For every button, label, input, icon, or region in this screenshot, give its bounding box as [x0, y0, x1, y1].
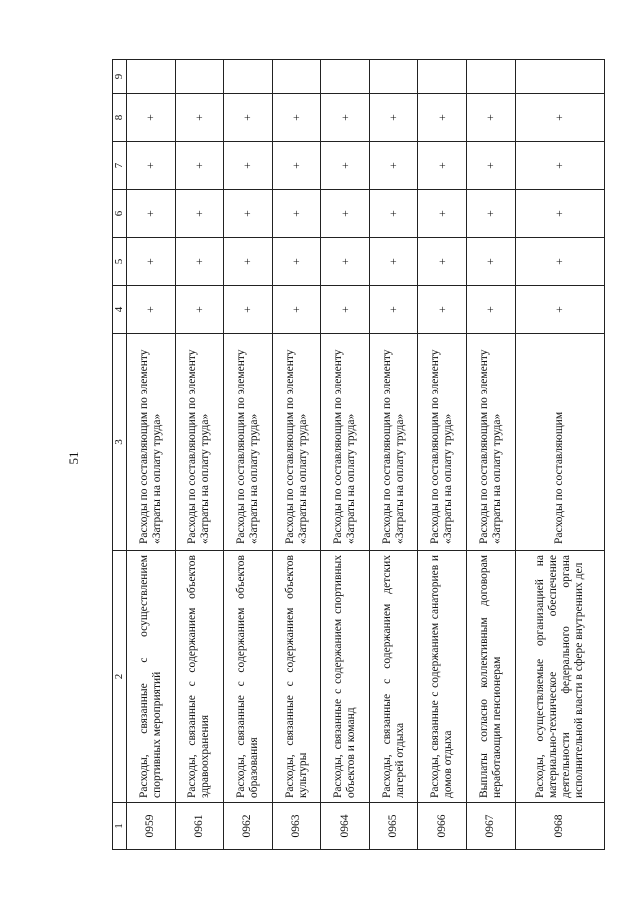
table-row: [467, 60, 516, 850]
row-code: 0966: [418, 803, 467, 850]
row-mark-col-5: +: [515, 238, 604, 286]
row-explanation: Расходы по составляющим по элементу «Затраты на оплату труда»: [467, 334, 516, 551]
table-row: [418, 60, 467, 850]
rotated-table-sheet: [112, 60, 605, 850]
table-row: [369, 60, 418, 850]
row-mark-col-8: +: [418, 94, 467, 142]
row-mark-col-8: +: [369, 94, 418, 142]
table-header-row: [113, 60, 127, 850]
row-mark-col-8: +: [467, 94, 516, 142]
row-mark-col-6: +: [467, 190, 516, 238]
row-mark-col-4: +: [127, 286, 176, 334]
table-row: [224, 60, 273, 850]
row-description: Расходы, связанные с содержанием спортивных объектов и команд: [321, 551, 370, 803]
row-code: 0965: [369, 803, 418, 850]
row-mark-col-7: +: [224, 142, 273, 190]
row-explanation: Расходы по составляющим по элементу «Затраты на оплату труда»: [418, 334, 467, 551]
header-col-7: 7: [113, 142, 127, 190]
row-mark-col-8: +: [224, 94, 273, 142]
row-mark-col-7: +: [175, 142, 224, 190]
row-mark-col-6: +: [515, 190, 604, 238]
row-mark-col-5: +: [369, 238, 418, 286]
row-description: Расходы, связанные с содержанием объектов здравоохранения: [175, 551, 224, 803]
row-mark-col-7: +: [515, 142, 604, 190]
row-description: Расходы, связанные с содержанием детских лагерей отдыха: [369, 551, 418, 803]
header-col-2: 2: [113, 551, 127, 803]
row-mark-col-8: +: [515, 94, 604, 142]
row-mark-col-7: +: [321, 142, 370, 190]
row-mark-col-9: [321, 60, 370, 94]
table-row: [272, 60, 321, 850]
row-mark-col-5: +: [321, 238, 370, 286]
row-mark-col-5: +: [127, 238, 176, 286]
row-description: Расходы, связанные с содержанием объектов образования: [224, 551, 273, 803]
row-mark-col-7: +: [127, 142, 176, 190]
table-row: [515, 60, 604, 850]
row-code: 0963: [272, 803, 321, 850]
header-col-6: 6: [113, 190, 127, 238]
page-number: 51: [66, 451, 81, 465]
header-col-5: 5: [113, 238, 127, 286]
row-mark-col-5: +: [467, 238, 516, 286]
header-col-3: 3: [113, 334, 127, 551]
row-mark-col-4: +: [467, 286, 516, 334]
row-mark-col-5: +: [175, 238, 224, 286]
row-explanation: Расходы по составляющим по элементу «Затраты на оплату труда»: [369, 334, 418, 551]
row-explanation: Расходы по составляющим по элементу «Затраты на оплату труда»: [224, 334, 273, 551]
row-code: 0962: [224, 803, 273, 850]
row-mark-col-6: +: [418, 190, 467, 238]
row-mark-col-4: +: [321, 286, 370, 334]
row-mark-col-6: +: [369, 190, 418, 238]
row-mark-col-4: +: [224, 286, 273, 334]
row-explanation: Расходы по составляющим по элементу «Затраты на оплату труда»: [321, 334, 370, 551]
row-mark-col-9: [515, 60, 604, 94]
row-description: Расходы, связанные с содержанием объектов культуры: [272, 551, 321, 803]
row-mark-col-9: [224, 60, 273, 94]
row-mark-col-7: +: [272, 142, 321, 190]
row-mark-col-8: +: [272, 94, 321, 142]
row-mark-col-7: +: [467, 142, 516, 190]
row-mark-col-9: [272, 60, 321, 94]
header-col-4: 4: [113, 286, 127, 334]
row-mark-col-9: [369, 60, 418, 94]
row-explanation: Расходы по составляющим по элементу «Затраты на оплату труда»: [127, 334, 176, 551]
row-mark-col-4: +: [515, 286, 604, 334]
row-mark-col-9: [418, 60, 467, 94]
row-code: 0961: [175, 803, 224, 850]
row-mark-col-5: +: [272, 238, 321, 286]
header-col-9: 9: [113, 60, 127, 94]
row-mark-col-6: +: [321, 190, 370, 238]
row-mark-col-4: +: [175, 286, 224, 334]
row-mark-col-4: +: [272, 286, 321, 334]
row-mark-col-4: +: [369, 286, 418, 334]
row-mark-col-9: [467, 60, 516, 94]
table-rotation-wrapper: [112, 60, 605, 850]
row-mark-col-7: +: [418, 142, 467, 190]
row-mark-col-8: +: [127, 94, 176, 142]
row-mark-col-6: +: [272, 190, 321, 238]
row-explanation: Расходы по составляющим по элементу «Затраты на оплату труда»: [175, 334, 224, 551]
row-code: 0964: [321, 803, 370, 850]
header-col-8: 8: [113, 94, 127, 142]
row-description: Выплаты согласно коллективным договорам неработающим пенсионерам: [467, 551, 516, 803]
expense-table: [112, 59, 605, 850]
row-mark-col-8: +: [175, 94, 224, 142]
row-mark-col-6: +: [175, 190, 224, 238]
row-description: Расходы, связанные с содержанием санаториев и домов отдыха: [418, 551, 467, 803]
header-col-1: 1: [113, 803, 127, 850]
row-mark-col-6: +: [224, 190, 273, 238]
row-mark-col-9: [175, 60, 224, 94]
table-row: [321, 60, 370, 850]
table-row: [127, 60, 176, 850]
row-description: Расходы, связанные с осуществлением спортивных мероприятий: [127, 551, 176, 803]
row-mark-col-9: [127, 60, 176, 94]
row-mark-col-7: +: [369, 142, 418, 190]
row-explanation: Расходы по составляющим по элементу «Затраты на оплату труда»: [272, 334, 321, 551]
row-mark-col-4: +: [418, 286, 467, 334]
row-code: 0968: [515, 803, 604, 850]
row-mark-col-5: +: [224, 238, 273, 286]
row-mark-col-8: +: [321, 94, 370, 142]
row-code: 0967: [467, 803, 516, 850]
table-row: [175, 60, 224, 850]
row-explanation: Расходы по составляющим: [515, 334, 604, 551]
row-code: 0959: [127, 803, 176, 850]
row-mark-col-6: +: [127, 190, 176, 238]
row-mark-col-5: +: [418, 238, 467, 286]
row-description: Расходы, осуществляемые организацией на материально-техническое обеспечение деятельности федерального органа исполнительной власти в сфере внутренних дел: [515, 551, 604, 803]
